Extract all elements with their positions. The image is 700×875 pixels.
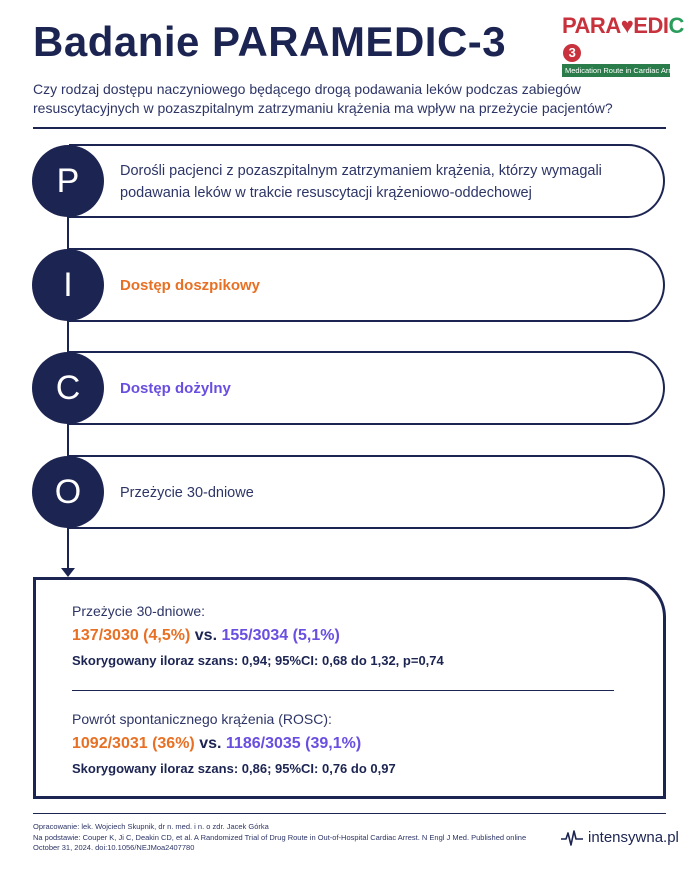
pico-text-o: Przeżycie 30-dniowe <box>120 485 254 501</box>
logo-subtitle: Medication Route in Cardiac Arrest <box>562 64 670 77</box>
header-divider <box>33 127 666 129</box>
pico-letter-c: C <box>32 352 104 424</box>
logo-wordmark <box>562 13 684 62</box>
rosc-label: Powrót spontanicznego krążenia (ROSC): <box>72 711 332 727</box>
logo-number: 3 <box>563 44 581 62</box>
ecg-wave-icon <box>560 829 584 847</box>
survival-values <box>72 627 340 645</box>
logo-text-part2: EDI <box>633 13 669 38</box>
rosc-iv-value: 1186/3035 (39,1%) <box>225 735 362 752</box>
brand <box>560 829 679 847</box>
survival-vs: vs. <box>194 627 218 644</box>
pico-letter-p: P <box>32 145 104 217</box>
footer-doi: October 31, 2024. doi:10.1056/NEJMoa2407780 <box>33 843 195 852</box>
footer-divider <box>33 813 666 814</box>
paramedic3-logo <box>562 13 684 75</box>
pico-text-c: Dostęp dożylny <box>120 380 231 397</box>
footer-credits <box>33 822 553 854</box>
logo-text-part3: C <box>668 13 684 38</box>
heart-icon: ♥ <box>620 13 634 38</box>
rosc-vs: vs. <box>199 735 222 752</box>
footer-source: Na podstawie: Couper K, Ji C, Deakin CD, et al. A Randomized Trial of Drug Route in Out-of-Hospital Cardiac Arrest. N Engl J Med. Published online <box>33 832 527 842</box>
rosc-io-value: 1092/3031 (36%) <box>72 735 195 752</box>
survival-iv-value: 155/3034 (5,1%) <box>221 627 340 644</box>
survival-io-value: 137/3030 (4,5%) <box>72 627 191 644</box>
footer-authors: Opracowanie: lek. Wojciech Skupnik, dr n. med. i n. o zdr. Jacek Górka <box>33 822 269 831</box>
pico-text-i: Dostęp doszpikowy <box>120 277 261 294</box>
research-question: Czy rodzaj dostępu naczyniowego będącego drogą podawania leków podczas zabiegów resuscytacyjnych w pozaszpitalnym zatrzymaniu krążenia ma wpływ na przeżycie pacjentów? <box>33 81 613 116</box>
pico-letter-i: I <box>32 249 104 321</box>
results-box <box>33 577 666 799</box>
logo-text-part1: PARA <box>562 13 621 38</box>
brand-name: intensywna.pl <box>588 829 679 846</box>
pico-text-p: Dorośli pacjenci z pozaszpitalnym zatrzymaniem krążenia, którzy wymagali podawania leków w trakcie resuscytacji krążeniowo-oddechowej <box>120 163 602 201</box>
results-divider <box>72 690 614 691</box>
rosc-stats: Skorygowany iloraz szans: 0,86; 95%CI: 0,76 do 0,97 <box>72 761 396 776</box>
survival-stats: Skorygowany iloraz szans: 0,94; 95%CI: 0,68 do 1,32, p=0,74 <box>72 653 444 668</box>
rosc-values <box>72 735 361 753</box>
page-title: Badanie PARAMEDIC-3 <box>33 18 507 65</box>
pico-letter-o: O <box>32 456 104 528</box>
arrow-down-icon <box>61 568 75 577</box>
survival-label: Przeżycie 30-dniowe: <box>72 603 206 619</box>
